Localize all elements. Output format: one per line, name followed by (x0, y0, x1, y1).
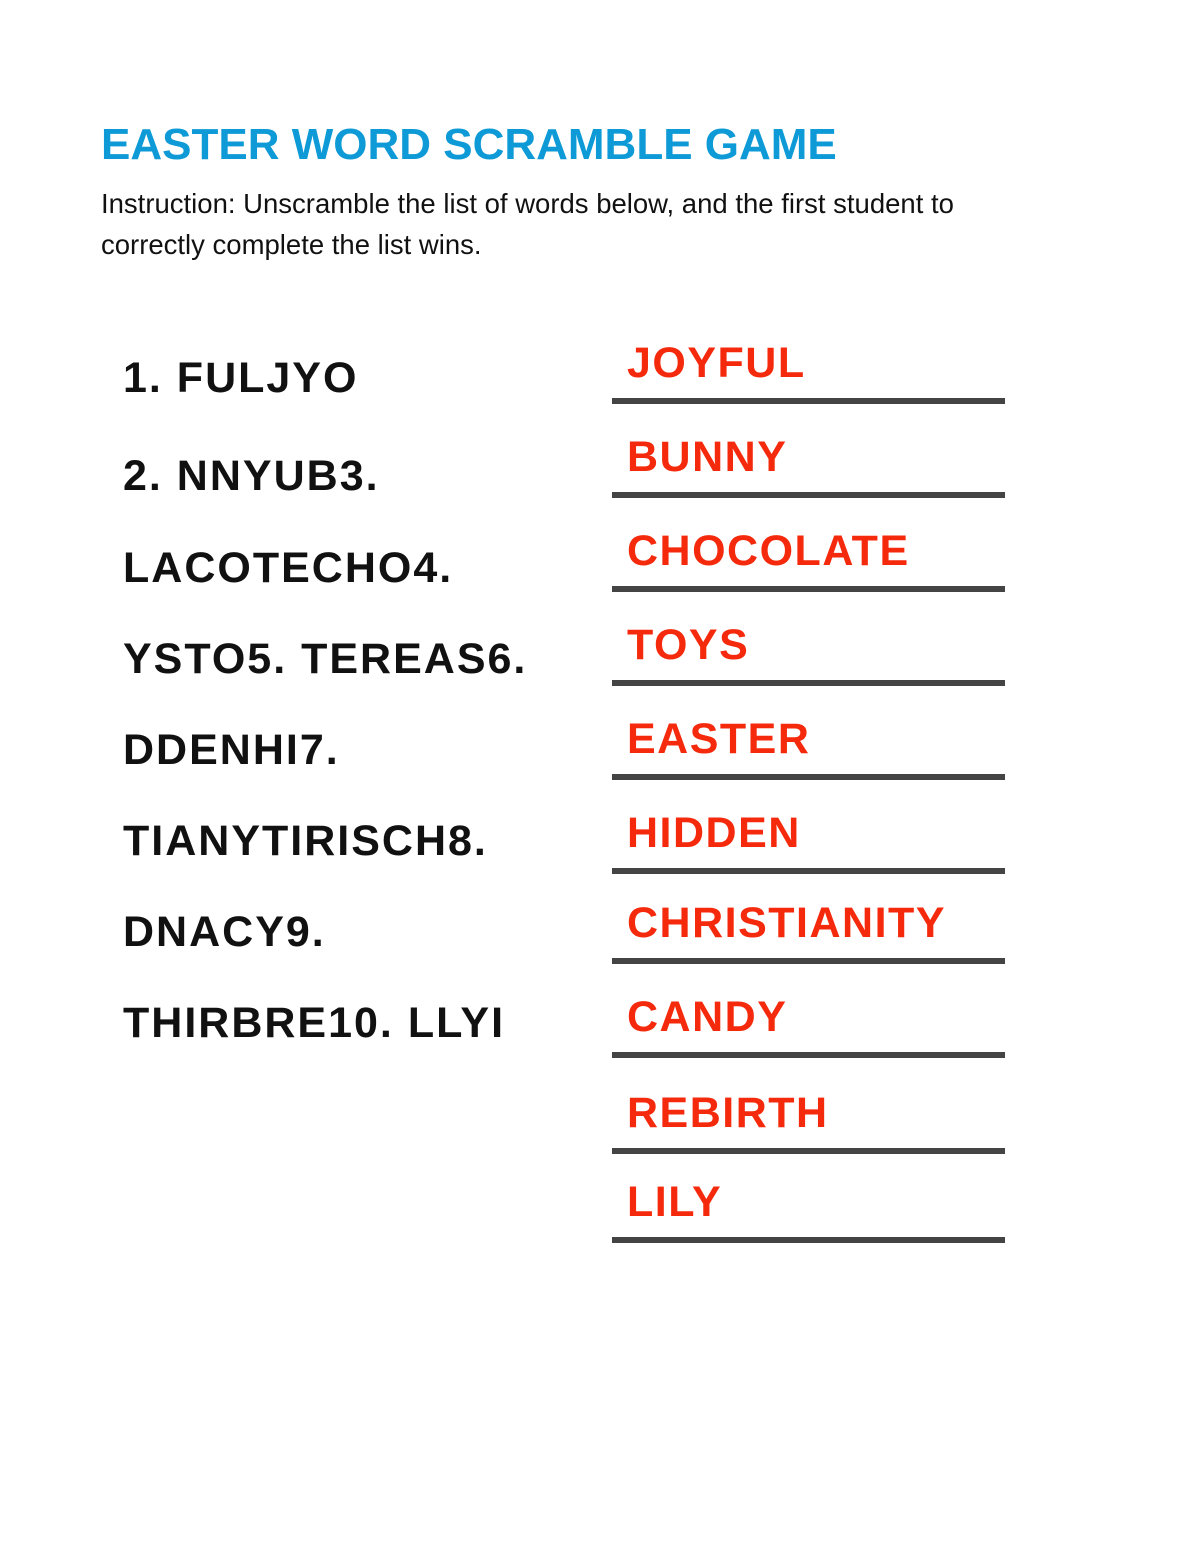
answer-text-4: TOYS (627, 621, 750, 669)
scrambled-word-7: DNACY9. (123, 908, 326, 956)
answer-line-10 (612, 1177, 1005, 1243)
answer-line-7 (612, 898, 1005, 964)
answer-text-6: HIDDEN (627, 809, 801, 857)
instruction-text: Instruction: Unscramble the list of words below, and the first student to correctly complete the list wins. (101, 188, 954, 260)
answer-line-3 (612, 526, 1005, 592)
scrambled-word-6: TIANYTIRISCH8. (123, 817, 488, 865)
answer-line-9 (612, 1088, 1005, 1154)
answer-line-5 (612, 714, 1005, 780)
answer-line-8 (612, 992, 1005, 1058)
answer-line-4 (612, 620, 1005, 686)
answer-line-2 (612, 432, 1005, 498)
answer-text-3: CHOCOLATE (627, 527, 910, 575)
answer-line-1 (612, 338, 1005, 404)
scrambled-word-8: THIRBRE10. LLYI (123, 999, 506, 1047)
scrambled-word-2: 2. NNYUB3. (123, 452, 380, 500)
answer-text-5: EASTER (627, 715, 811, 763)
page-title: EASTER WORD SCRAMBLE GAME (101, 120, 837, 169)
answer-text-8: CANDY (627, 993, 788, 1041)
scrambled-word-5: DDENHI7. (123, 726, 340, 774)
answer-text-1: JOYFUL (627, 339, 806, 387)
answer-line-6 (612, 808, 1005, 874)
answer-text-2: BUNNY (627, 433, 788, 481)
answer-text-7: CHRISTIANITY (627, 899, 946, 947)
answer-text-10: LILY (627, 1178, 723, 1226)
scrambled-word-4: YSTO5. TEREAS6. (123, 635, 528, 683)
scrambled-word-1: 1. FULJYO (123, 354, 359, 402)
scrambled-word-3: LACOTECHO4. (123, 544, 454, 592)
answer-text-9: REBIRTH (627, 1089, 829, 1137)
